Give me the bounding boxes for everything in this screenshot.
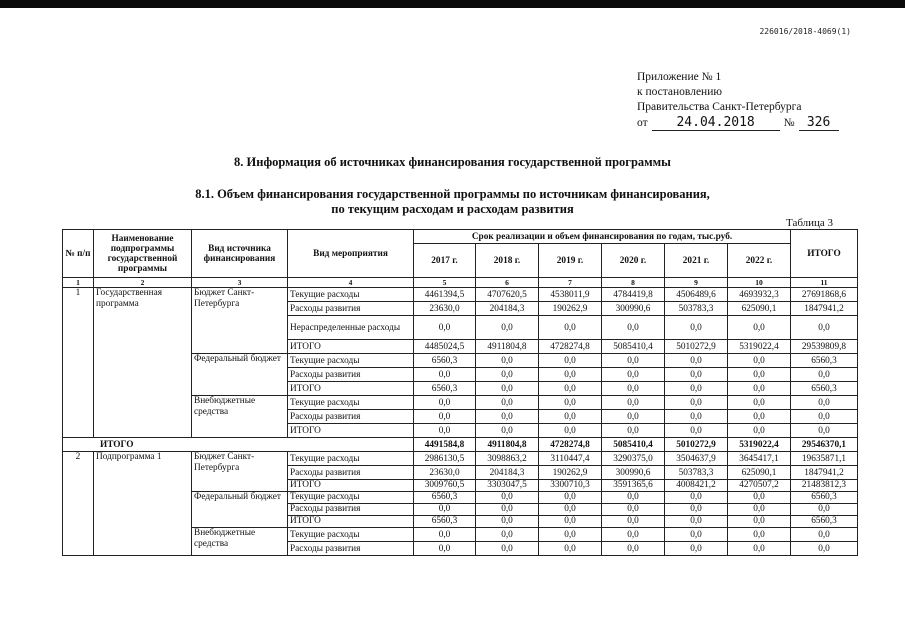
year-value: 625090,1 — [728, 302, 791, 316]
year-value: 23630,0 — [414, 466, 476, 480]
row-total-value: 6560,3 — [791, 516, 858, 528]
activity-type: ИТОГО — [288, 480, 414, 492]
year-value: 6560,3 — [414, 382, 476, 396]
activity-type: Расходы развития — [288, 504, 414, 516]
year-value: 0,0 — [476, 492, 539, 504]
year-value: 0,0 — [476, 542, 539, 556]
header-num: № п/п — [63, 230, 94, 278]
year-value: 204184,3 — [476, 466, 539, 480]
year-value: 3303047,5 — [476, 480, 539, 492]
year-value: 190262,9 — [539, 466, 602, 480]
year-value: 0,0 — [539, 504, 602, 516]
activity-type: Текущие расходы — [288, 288, 414, 302]
column-number: 1 — [63, 278, 94, 288]
row-total-value: 6560,3 — [791, 492, 858, 504]
year-value: 0,0 — [728, 424, 791, 438]
column-number: 9 — [665, 278, 728, 288]
section-total-row — [63, 438, 858, 452]
financing-table — [62, 229, 858, 556]
resolution-date: 24.04.2018 — [652, 115, 780, 131]
year-value: 3645417,1 — [728, 452, 791, 466]
year-value: 0,0 — [476, 396, 539, 410]
year-value: 4728274,8 — [539, 340, 602, 354]
total-value: 29546370,1 — [791, 438, 858, 452]
activity-type: Нераспределенные расходы — [288, 316, 414, 340]
year-value: 3009760,5 — [414, 480, 476, 492]
year-value: 0,0 — [728, 368, 791, 382]
activity-type: Расходы развития — [288, 542, 414, 556]
year-value: 0,0 — [539, 528, 602, 542]
row-total-value: 0,0 — [791, 316, 858, 340]
header-year: 2017 г. — [414, 244, 476, 278]
header-year: 2021 г. — [665, 244, 728, 278]
year-value: 0,0 — [602, 368, 665, 382]
year-value: 300990,6 — [602, 302, 665, 316]
number-label: № — [783, 117, 795, 129]
year-value: 0,0 — [728, 316, 791, 340]
activity-type: Текущие расходы — [288, 396, 414, 410]
funding-source: Федеральный бюджет — [192, 492, 288, 528]
year-value: 0,0 — [728, 528, 791, 542]
year-value: 0,0 — [539, 410, 602, 424]
row-number: 2 — [63, 452, 94, 556]
year-value: 0,0 — [414, 424, 476, 438]
year-value: 0,0 — [665, 396, 728, 410]
year-value: 0,0 — [602, 528, 665, 542]
year-value: 0,0 — [728, 396, 791, 410]
year-value: 6560,3 — [414, 516, 476, 528]
activity-type: Расходы развития — [288, 466, 414, 480]
appendix-title: Приложение № 1 — [637, 71, 722, 83]
column-number: 6 — [476, 278, 539, 288]
year-value: 4707620,5 — [476, 288, 539, 302]
appendix-block — [637, 70, 839, 131]
year-value: 0,0 — [414, 368, 476, 382]
year-value: 0,0 — [665, 542, 728, 556]
year-value: 0,0 — [414, 396, 476, 410]
subsection-heading — [0, 187, 905, 217]
year-value: 625090,1 — [728, 466, 791, 480]
year-value: 190262,9 — [539, 302, 602, 316]
table-label: Таблица 3 — [786, 217, 834, 229]
header-name: Наименование подпрограммы государственной программы — [94, 230, 192, 278]
row-total-value: 1847941,2 — [791, 302, 858, 316]
year-value: 5085410,4 — [602, 340, 665, 354]
activity-type: ИТОГО — [288, 382, 414, 396]
header-activity: Вид мероприятия — [288, 230, 414, 278]
activity-type: Текущие расходы — [288, 452, 414, 466]
table-row — [63, 452, 858, 466]
funding-source: Бюджет Санкт-Петербурга — [192, 452, 288, 492]
year-value: 0,0 — [602, 542, 665, 556]
subsection-heading-line2: по текущим расходам и расходам развития — [331, 202, 574, 216]
year-value: 503783,3 — [665, 466, 728, 480]
year-value: 0,0 — [602, 504, 665, 516]
year-value: 0,0 — [665, 528, 728, 542]
year-value: 23630,0 — [414, 302, 476, 316]
year-value: 4784419,8 — [602, 288, 665, 302]
activity-type: ИТОГО — [288, 516, 414, 528]
year-value: 0,0 — [476, 316, 539, 340]
column-number: 5 — [414, 278, 476, 288]
column-number: 10 — [728, 278, 791, 288]
year-value: 2986130,5 — [414, 452, 476, 466]
year-value: 3098863,2 — [476, 452, 539, 466]
year-value: 0,0 — [539, 542, 602, 556]
funding-source: Внебюджетные средства — [192, 396, 288, 438]
row-total-value: 0,0 — [791, 368, 858, 382]
year-value: 0,0 — [728, 542, 791, 556]
program-name: Подпрограмма 1 — [94, 452, 192, 556]
row-total-value: 0,0 — [791, 504, 858, 516]
year-value: 4270507,2 — [728, 480, 791, 492]
year-value: 0,0 — [539, 354, 602, 368]
year-value: 0,0 — [728, 382, 791, 396]
year-value: 204184,3 — [476, 302, 539, 316]
year-value: 0,0 — [665, 354, 728, 368]
year-value: 0,0 — [665, 516, 728, 528]
column-number: 8 — [602, 278, 665, 288]
header-source: Вид источника финансирования — [192, 230, 288, 278]
year-value: 0,0 — [728, 410, 791, 424]
year-value: 0,0 — [414, 504, 476, 516]
year-value: 0,0 — [476, 354, 539, 368]
year-value: 0,0 — [539, 316, 602, 340]
column-number: 11 — [791, 278, 858, 288]
year-value: 4538011,9 — [539, 288, 602, 302]
subsection-heading-line1: 8.1. Объем финансирования государственной программы по источникам финансирования, — [195, 187, 710, 201]
year-value: 4506489,6 — [665, 288, 728, 302]
year-value: 0,0 — [414, 410, 476, 424]
year-value: 0,0 — [539, 424, 602, 438]
row-total-value: 0,0 — [791, 424, 858, 438]
activity-type: Расходы развития — [288, 368, 414, 382]
from-label: от — [637, 117, 648, 129]
year-value: 0,0 — [602, 516, 665, 528]
year-value: 0,0 — [602, 354, 665, 368]
year-value: 0,0 — [476, 504, 539, 516]
year-value: 0,0 — [476, 424, 539, 438]
appendix-government: Правительства Санкт-Петербурга — [637, 101, 802, 113]
header-year: 2020 г. — [602, 244, 665, 278]
column-number-row — [63, 278, 858, 288]
header-year: 2019 г. — [539, 244, 602, 278]
year-value: 0,0 — [602, 410, 665, 424]
total-value: 5010272,9 — [665, 438, 728, 452]
year-value: 4485024,5 — [414, 340, 476, 354]
year-value: 3591365,6 — [602, 480, 665, 492]
funding-source: Федеральный бюджет — [192, 354, 288, 396]
resolution-number: 326 — [799, 115, 839, 131]
funding-source: Бюджет Санкт-Петербурга — [192, 288, 288, 354]
year-value: 0,0 — [476, 382, 539, 396]
year-value: 0,0 — [539, 516, 602, 528]
year-value: 3300710,3 — [539, 480, 602, 492]
year-value: 0,0 — [414, 542, 476, 556]
year-value: 0,0 — [602, 382, 665, 396]
year-value: 6560,3 — [414, 492, 476, 504]
row-total-value: 21483812,3 — [791, 480, 858, 492]
row-number: 1 — [63, 288, 94, 438]
activity-type: Текущие расходы — [288, 354, 414, 368]
header-year: 2018 г. — [476, 244, 539, 278]
activity-type: ИТОГО — [288, 340, 414, 354]
year-value: 0,0 — [476, 410, 539, 424]
year-value: 0,0 — [476, 516, 539, 528]
year-value: 0,0 — [728, 354, 791, 368]
year-value: 0,0 — [728, 504, 791, 516]
row-total-value: 0,0 — [791, 528, 858, 542]
header-period-group: Срок реализации и объем финансирования по годам, тыс.руб. — [414, 230, 791, 244]
year-value: 0,0 — [665, 424, 728, 438]
program-name: Государственная программа — [94, 288, 192, 438]
year-value: 0,0 — [602, 316, 665, 340]
activity-type: Расходы развития — [288, 410, 414, 424]
activity-type: ИТОГО — [288, 424, 414, 438]
year-value: 0,0 — [665, 492, 728, 504]
activity-type: Расходы развития — [288, 302, 414, 316]
year-value: 3290375,0 — [602, 452, 665, 466]
year-value: 5010272,9 — [665, 340, 728, 354]
column-number: 7 — [539, 278, 602, 288]
row-total-value: 19635871,1 — [791, 452, 858, 466]
year-value: 4911804,8 — [476, 340, 539, 354]
row-total-value: 0,0 — [791, 410, 858, 424]
year-value: 0,0 — [539, 382, 602, 396]
row-total-value: 29539809,8 — [791, 340, 858, 354]
header-year: 2022 г. — [728, 244, 791, 278]
year-value: 4693932,3 — [728, 288, 791, 302]
year-value: 0,0 — [602, 396, 665, 410]
column-number: 3 — [192, 278, 288, 288]
row-total-value: 0,0 — [791, 542, 858, 556]
year-value: 6560,3 — [414, 354, 476, 368]
header-total: ИТОГО — [791, 230, 858, 278]
year-value: 3110447,4 — [539, 452, 602, 466]
year-value: 0,0 — [665, 410, 728, 424]
document-reference: 226016/2018-4069(1) — [759, 27, 851, 36]
year-value: 0,0 — [539, 396, 602, 410]
year-value: 0,0 — [665, 316, 728, 340]
year-value: 0,0 — [414, 316, 476, 340]
row-total-value: 6560,3 — [791, 382, 858, 396]
year-value: 4008421,2 — [665, 480, 728, 492]
funding-source: Внебюджетные средства — [192, 528, 288, 556]
appendix-date-line — [637, 115, 839, 131]
year-value: 0,0 — [665, 382, 728, 396]
section-heading: 8. Информация об источниках финансирования государственной программы — [234, 155, 671, 169]
total-value: 4728274,8 — [539, 438, 602, 452]
column-number: 2 — [94, 278, 192, 288]
year-value: 300990,6 — [602, 466, 665, 480]
year-value: 3504637,9 — [665, 452, 728, 466]
row-total-value: 6560,3 — [791, 354, 858, 368]
activity-type: Текущие расходы — [288, 528, 414, 542]
appendix-resolution: к постановлению — [637, 86, 722, 98]
total-value: 5319022,4 — [728, 438, 791, 452]
total-value: 5085410,4 — [602, 438, 665, 452]
row-total-value: 27691868,6 — [791, 288, 858, 302]
row-total-value: 1847941,2 — [791, 466, 858, 480]
year-value: 0,0 — [728, 516, 791, 528]
scan-top-border — [0, 0, 905, 8]
year-value: 5319022,4 — [728, 340, 791, 354]
year-value: 0,0 — [476, 528, 539, 542]
row-total-value: 0,0 — [791, 396, 858, 410]
year-value: 0,0 — [414, 528, 476, 542]
year-value: 0,0 — [665, 504, 728, 516]
section-total-label: ИТОГО — [63, 438, 414, 452]
activity-type: Текущие расходы — [288, 492, 414, 504]
total-value: 4911804,8 — [476, 438, 539, 452]
column-number: 4 — [288, 278, 414, 288]
year-value: 0,0 — [602, 424, 665, 438]
year-value: 4461394,5 — [414, 288, 476, 302]
year-value: 0,0 — [539, 368, 602, 382]
year-value: 503783,3 — [665, 302, 728, 316]
year-value: 0,0 — [476, 368, 539, 382]
table-row — [63, 288, 858, 302]
year-value: 0,0 — [539, 492, 602, 504]
year-value: 0,0 — [665, 368, 728, 382]
total-value: 4491584,8 — [414, 438, 476, 452]
year-value: 0,0 — [728, 492, 791, 504]
year-value: 0,0 — [602, 492, 665, 504]
